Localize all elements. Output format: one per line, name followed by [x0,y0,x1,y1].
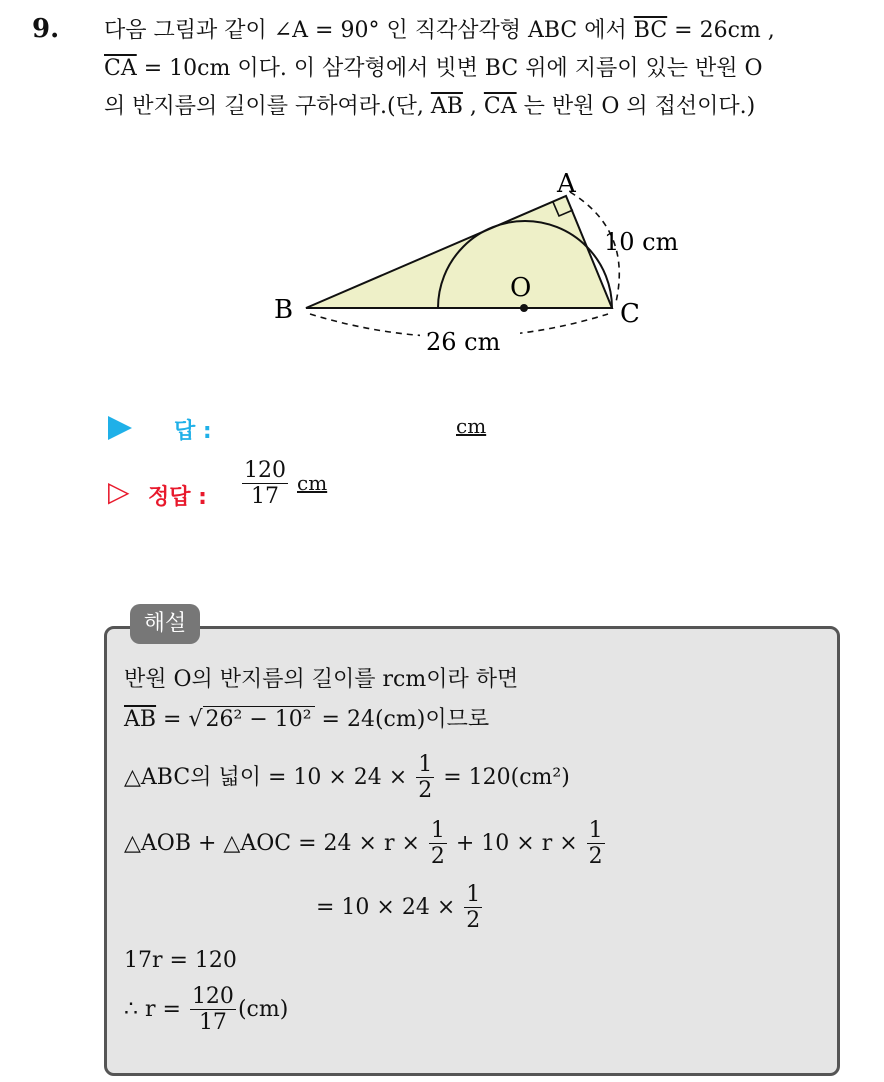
solution-text: = 24(cm)이므로 [314,707,490,732]
length-bc: 26 cm [426,328,501,356]
correct-answer-unit: cm [297,470,328,495]
label-a: A [557,169,576,199]
solution-line: $\overline{AB}$ = √ 26² − 10² = 24(cm)이므로 [124,707,490,732]
outline-triangle-icon: ▷ [108,475,130,508]
solution-line: 17r = 120 [124,948,237,973]
fraction-numerator: 120 [244,458,286,483]
question-text: 다음 그림과 같이 ∠A = 90° 인 직각삼각형 ABC 에서 [104,18,634,43]
length-ca: 10 cm [604,228,679,256]
fraction-denominator: 2 [466,908,481,934]
segment-ab: $\overline{AB}$ [430,94,463,119]
question-line-3 [104,92,755,122]
question-text: , [462,94,484,119]
triangle-figure [260,160,700,370]
segment-ca: $\overline{CA}$ [104,56,137,81]
fraction-denominator: 17 [198,1010,227,1036]
center-point-o [520,304,528,312]
segment-bc: $\overline{BC}$ [633,18,668,43]
solution-line [124,818,607,870]
play-icon [108,416,132,440]
answer-unit: cm [456,414,487,438]
solution-text: (cm) [237,996,289,1022]
fraction-denominator: 2 [588,844,603,870]
segment-ca: $\overline{CA}$ [483,94,517,119]
label-o: O [510,273,532,303]
solution-line: 반원 O의 반지름의 길이를 rcm이라 하면 [124,667,519,692]
correct-answer-label: 정답 : [148,485,207,510]
question-line-2 [104,54,763,84]
fraction-denominator: 17 [251,484,279,510]
fraction-numerator: 1 [466,882,481,907]
fraction-numerator: 120 [191,984,234,1009]
fraction-denominator: 2 [430,844,445,870]
square-root-content: 26² − 10² [203,706,315,732]
fraction-numerator: 1 [418,752,433,777]
question-text: = 10cm 이다. 이 삼각형에서 빗변 BC 위에 지름이 있는 반원 O [136,56,763,81]
solution-text: = 120(cm²) [436,764,570,790]
correct-answer-value [240,458,327,510]
question-text: 는 반원 O 의 접선이다.) [516,94,756,119]
question-number: 9. [32,14,60,44]
fraction-numerator: 1 [430,818,445,843]
solution-text: + 10 × r × [448,830,585,856]
solution-text: = [156,707,189,732]
label-b: B [274,295,294,325]
solution-text: △ABC의 넓이 = 10 × 24 × [124,764,415,790]
question-text: = 26cm , [667,18,775,43]
solution-line [124,752,570,804]
solution-tag: 해설 [130,604,200,644]
answer-row [108,414,528,444]
fraction-numerator: 1 [588,818,603,843]
solution-text: = 10 × 24 × [316,894,463,920]
question-text: 의 반지름의 길이를 구하여라.(단, [104,94,431,119]
segment-ab: $\overline{AB}$ [124,707,157,732]
solution-text: △AOB + △AOC = 24 × r × [124,830,427,856]
solution-line [124,984,288,1036]
label-c: C [620,299,640,329]
question-line-1 [104,16,775,46]
solution-line [316,882,484,934]
answer-label: 답 : [174,419,212,444]
fraction-denominator: 2 [418,778,433,804]
solution-text: ∴ r = [124,996,188,1022]
